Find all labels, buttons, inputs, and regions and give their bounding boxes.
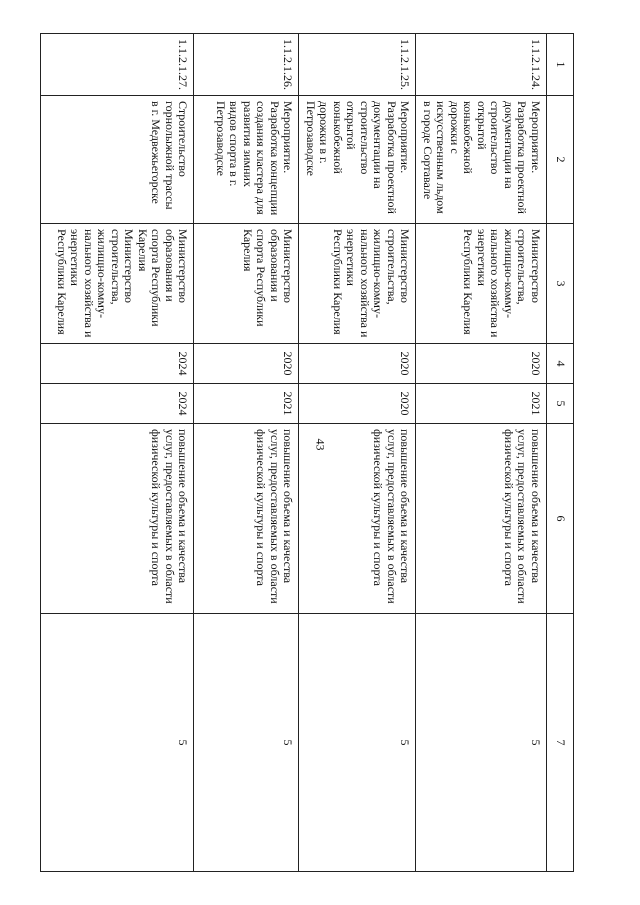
rotated-table-container: [55, 33, 574, 871]
row-activity-name: Мероприятие. Разработка проектной документации на строительство открытой конькобежной дорожки с искусственным льдом в городе Сортавале: [416, 96, 547, 224]
row-activity-name: Мероприятие. Разработка проектной документации на строительство открытой конькобежной дорожки в г. Петрозаводске: [299, 96, 416, 224]
table-row: [41, 34, 194, 872]
table-row: [299, 34, 416, 872]
row-index: 1.1.2.1.25.: [299, 34, 416, 96]
row-organization: Министерство образования и спорта Республики Карелия: [194, 224, 299, 344]
table-row: [416, 34, 547, 872]
header-col-5: 5: [547, 384, 574, 424]
row-end-year: 2020: [299, 384, 416, 424]
table-header-row: [547, 34, 574, 872]
row-expected-result: повышение объема и качества услуг, предоставляемых в области физической культуры и спорта: [194, 424, 299, 614]
header-col-4: 4: [547, 344, 574, 384]
header-col-6: 6: [547, 424, 574, 614]
row-end-year: 2021: [194, 384, 299, 424]
header-col-2: 2: [547, 96, 574, 224]
row-indicator: 5: [194, 614, 299, 872]
table-row: [194, 34, 299, 872]
page-number: 43: [313, 438, 328, 451]
row-start-year: 2024: [41, 344, 194, 384]
header-col-3: 3: [547, 224, 574, 344]
header-col-1: 1: [547, 34, 574, 96]
row-start-year: 2020: [194, 344, 299, 384]
header-col-7: 7: [547, 614, 574, 872]
row-expected-result: повышение объема и качества услуг, предоставляемых в области физической культуры и спорта: [416, 424, 547, 614]
row-index: 1.1.2.1.24.: [416, 34, 547, 96]
row-indicator: 5: [41, 614, 194, 872]
row-index: 1.1.2.1.26.: [194, 34, 299, 96]
row-organization: Министерство строительства, жилищно-комму-нального хозяйства и энергетики Республики Карелия: [416, 224, 547, 344]
row-expected-result: повышение объема и качества услуг, предоставляемых в области физической культуры и спорта: [299, 424, 416, 614]
row-start-year: 2020: [299, 344, 416, 384]
row-activity-name: Строительство горнолыжной трассы в г. Медвежьегорске: [41, 96, 194, 224]
row-index: 1.1.2.1.27.: [41, 34, 194, 96]
row-start-year: 2020: [416, 344, 547, 384]
row-activity-name: Мероприятие. Разработка концепции создания кластера для развития зимних видов спорта в г. Петрозаводске: [194, 96, 299, 224]
row-end-year: 2021: [416, 384, 547, 424]
row-organization: Министерство образования и спорта Республики Карелия Министерство строительства, жилищно-комму-нального хозяйства и энергетики Республики Карелия: [41, 224, 194, 344]
row-end-year: 2024: [41, 384, 194, 424]
row-indicator: 5: [299, 614, 416, 872]
activities-table: [41, 33, 575, 872]
row-expected-result: повышение объема и качества услуг, предоставляемых в области физической культуры и спорта: [41, 424, 194, 614]
row-indicator: 5: [416, 614, 547, 872]
row-organization: Министерство строительства, жилищно-комму-нального хозяйства и энергетики Республики Карелия: [299, 224, 416, 344]
